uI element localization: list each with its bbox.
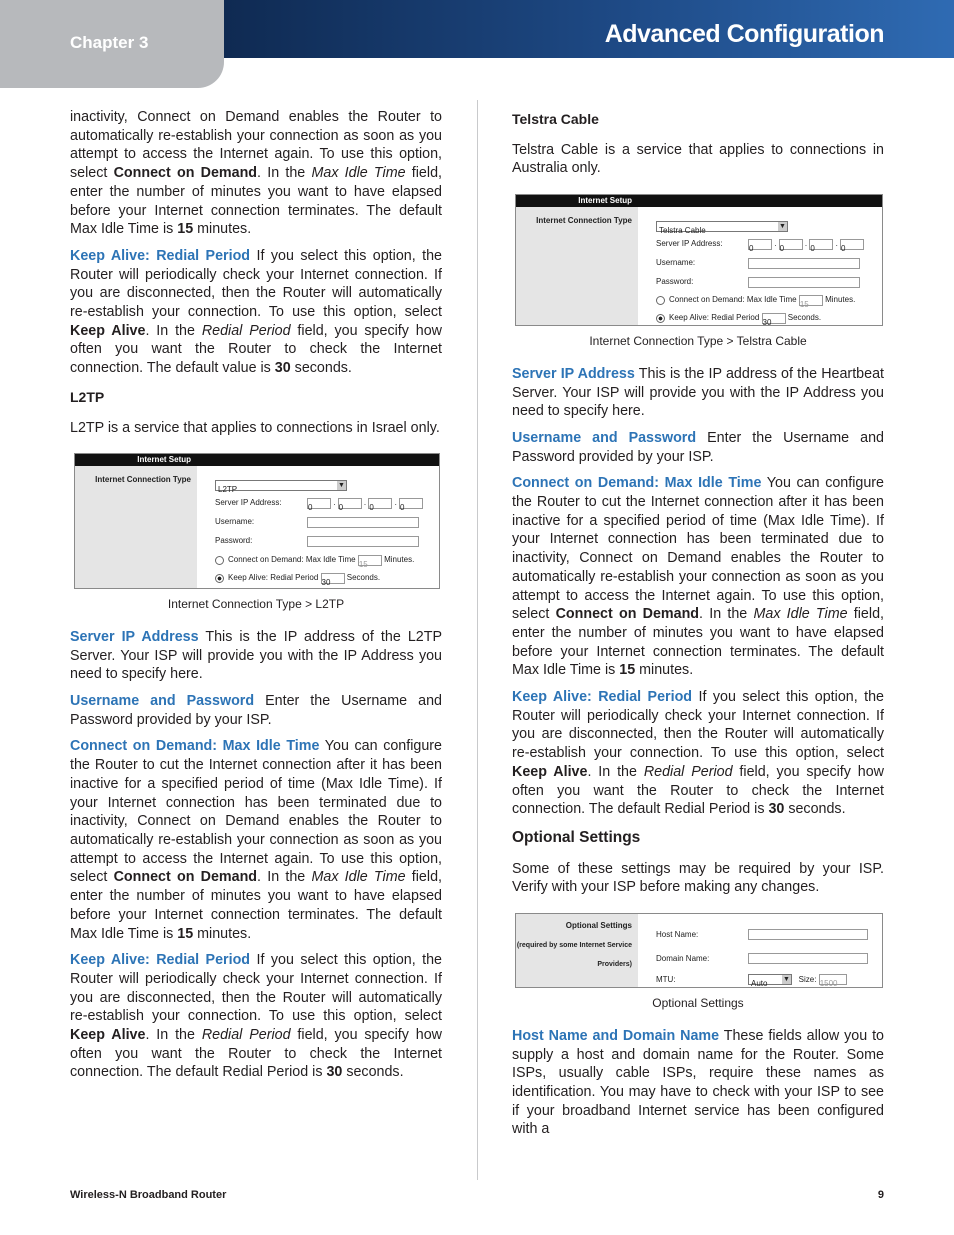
paragraph: inactivity, Connect on Demand enables the Router to automatically re-establish your connection as soon as you attempt to access the Internet again. To use this option, select Connect on Demand. In the Max Idle Time field, enter the number of minutes you want to have elapsed before your Internet connection terminates. The default Max Idle Time is 15 minutes. xyxy=(70,109,442,238)
page-number: 9 xyxy=(877,1189,884,1201)
page-title: Advanced Configuration xyxy=(604,20,884,48)
figure-caption: Optional Settings xyxy=(652,996,744,1011)
paragraph: Connect on Demand: Max Idle Time You can configure the Router to cut the Internet connection after it has been inactive for a specified period of time (Max Idle Time). If your Internet connection has been terminated due to inactivity, Connect on Demand enables the Router to automatically re-establish your connection as soon as you attempt to access the Internet again. To use this option, select Connect on Demand. In the Max Idle Time field, enter the number of minutes you want to have elapsed before your Internet connection terminates. The default Max Idle Time is 15 minutes. xyxy=(70,738,443,942)
paragraph: Connect on Demand: Max Idle Time You can configure the Router to cut the Internet connection after it has been inactive for a specified period of time (Max Idle Time). If your Internet connection has been terminated due to inactivity, Connect on Demand enables the Router to automatically re-establish your connection as soon as you attempt to access the Internet again. To use this option, select Connect on Demand. In the Max Idle Time field, enter the number of minutes you want to have elapsed before your Internet connection terminates. The default Max Idle Time is 15 minutes. xyxy=(512,475,885,679)
section-heading-telstra: Telstra Cable xyxy=(512,111,599,127)
paragraph: L2TP is a service that applies to connections in Israel only. xyxy=(70,419,440,436)
paragraph: Server IP Address This is the IP address of the Heartbeat Server. Your ISP will provide you with the IP Address you need to specify here. xyxy=(512,365,884,420)
chapter-label: Chapter 3 xyxy=(70,33,149,52)
title-bar xyxy=(224,0,954,58)
paragraph: Telstra Cable is a service that applies to connections in Australia only. xyxy=(512,141,884,177)
paragraph: Keep Alive: Redial Period If you select this option, the Router will periodically check your Internet connection. If you are disconnected, then the Router will automatically re-establish your connection. To use this option, select Keep Alive. In the Redial Period field, you specify how often you want the Router to check the Internet connection. The default Redial Period is 30 seconds. xyxy=(70,952,442,1081)
paragraph: Keep Alive: Redial Period If you select this option, the Router will periodically check your Internet connection. If you are disconnected, then the Router will automatically re-establish your connection. To use this option, select Keep Alive. In the Redial Period field, you specify how often you want the Router to check the Internet connection. The default Redial Period is 30 seconds. xyxy=(512,689,884,818)
footer-product: Wireless-N Broadband Router xyxy=(70,1189,227,1201)
l2tp-screenshot: Internet Setup Internet Connection Type L2TP ▼ Server IP Address: 0 . 0 . 0 . 0 Username: Password: Connect on Demand: Max Idle Time 15 Minutes. Keep Alive: Redial Period 30 Seconds. xyxy=(74,453,440,589)
paragraph: Username and Password Enter the Username and Password provided by your ISP. xyxy=(512,429,884,465)
paragraph: Server IP Address This is the IP address of the L2TP Server. Your ISP will provide you with the IP Address you need to specify here. xyxy=(70,628,443,683)
figure-caption: Internet Connection Type > Telstra Cable xyxy=(589,334,807,349)
right-column xyxy=(512,108,884,1147)
column-divider xyxy=(477,100,478,1180)
paragraph: Username and Password Enter the Username and Password provided by your ISP. xyxy=(70,693,442,728)
optional-settings-screenshot: Optional Settings (required by some Internet Service Providers) Host Name: Domain Name: MTU: Auto ▼ Size: 1500 xyxy=(515,913,883,988)
telstra-screenshot: Internet Setup Internet Connection Type Telstra Cable ▼ Server IP Address: 0 . 0 . 0 . 0 Username: Password: Connect on Demand: Max Idle Time 15 Minutes. Keep Alive: Redial Period 30 Seconds. xyxy=(515,194,883,326)
section-heading-l2tp: L2TP xyxy=(70,388,105,405)
left-column xyxy=(70,108,442,1090)
paragraph: Some of these settings may be required by your ISP. Verify with your ISP before making any changes. xyxy=(512,860,884,896)
paragraph: Host Name and Domain Name These fields allow you to supply a host and domain name for the Router. Some ISPs, usually cable ISPs, require these names as identification. You may have to check with your ISP to see if your broadband Internet service has been configured with a xyxy=(512,1027,884,1138)
paragraph: Keep Alive: Redial Period If you select this option, the Router will periodically check your Internet connection. If you are disconnected, then the Router will automatically re-establish your connection. To use this option, select Keep Alive. In the Redial Period field, you specify how often you want the Router to check the Internet connection. The default value is 30 seconds. xyxy=(70,247,442,377)
page-header xyxy=(0,0,954,88)
section-heading-optional: Optional Settings xyxy=(512,828,641,846)
chapter-tab xyxy=(0,0,224,88)
figure-caption: Internet Connection Type > L2TP xyxy=(167,597,345,612)
